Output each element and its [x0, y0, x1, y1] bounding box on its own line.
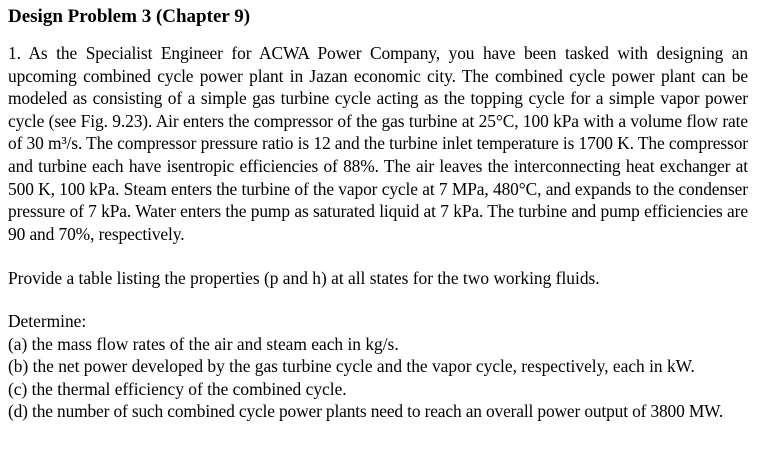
- determine-list: [8, 333, 748, 423]
- problem-statement: 1. As the Specialist Engineer for ACWA Power Company, you have been tasked with designing an upcoming combined cycle power plant in Jazan economic city. The combined cycle power plant can be modeled as consisting of a simple gas turbine cycle acting as the topping cycle for a simple vapor power cycle (see Fig. 9.23). Air enters the compressor of the gas turbine at 25°C, 100 kPa with a volume flow rate of 30 m³/s. The compressor pressure ratio is 12 and the turbine inlet temperature is 1700 K. The compressor and turbine each have isentropic efficiencies of 88%. The air leaves the interconnecting heat exchanger at 500 K, 100 kPa. Steam enters the turbine of the vapor cycle at 7 MPa, 480°C, and expands to the condenser pressure of 7 kPa. Water enters the pump as saturated liquid at 7 kPa. The turbine and pump efficiencies are 90 and 70%, respectively.: [8, 43, 748, 244]
- determine-item-c: (c) the thermal efficiency of the combined cycle.: [8, 378, 347, 399]
- determine-item-a: (a) the mass flow rates of the air and steam each in kg/s.: [8, 333, 399, 354]
- determine-item-d: (d) the number of such combined cycle power plants need to reach an overall power output of 3800 MW.: [8, 401, 724, 422]
- determine-label: Determine:: [8, 310, 87, 331]
- determine-item-b: (b) the net power developed by the gas turbine cycle and the vapor cycle, respectively, each in kW.: [8, 356, 695, 377]
- table-request: Provide a table listing the properties (p and h) at all states for the two working fluids.: [8, 268, 600, 289]
- problem-heading: Design Problem 3 (Chapter 9): [8, 6, 251, 27]
